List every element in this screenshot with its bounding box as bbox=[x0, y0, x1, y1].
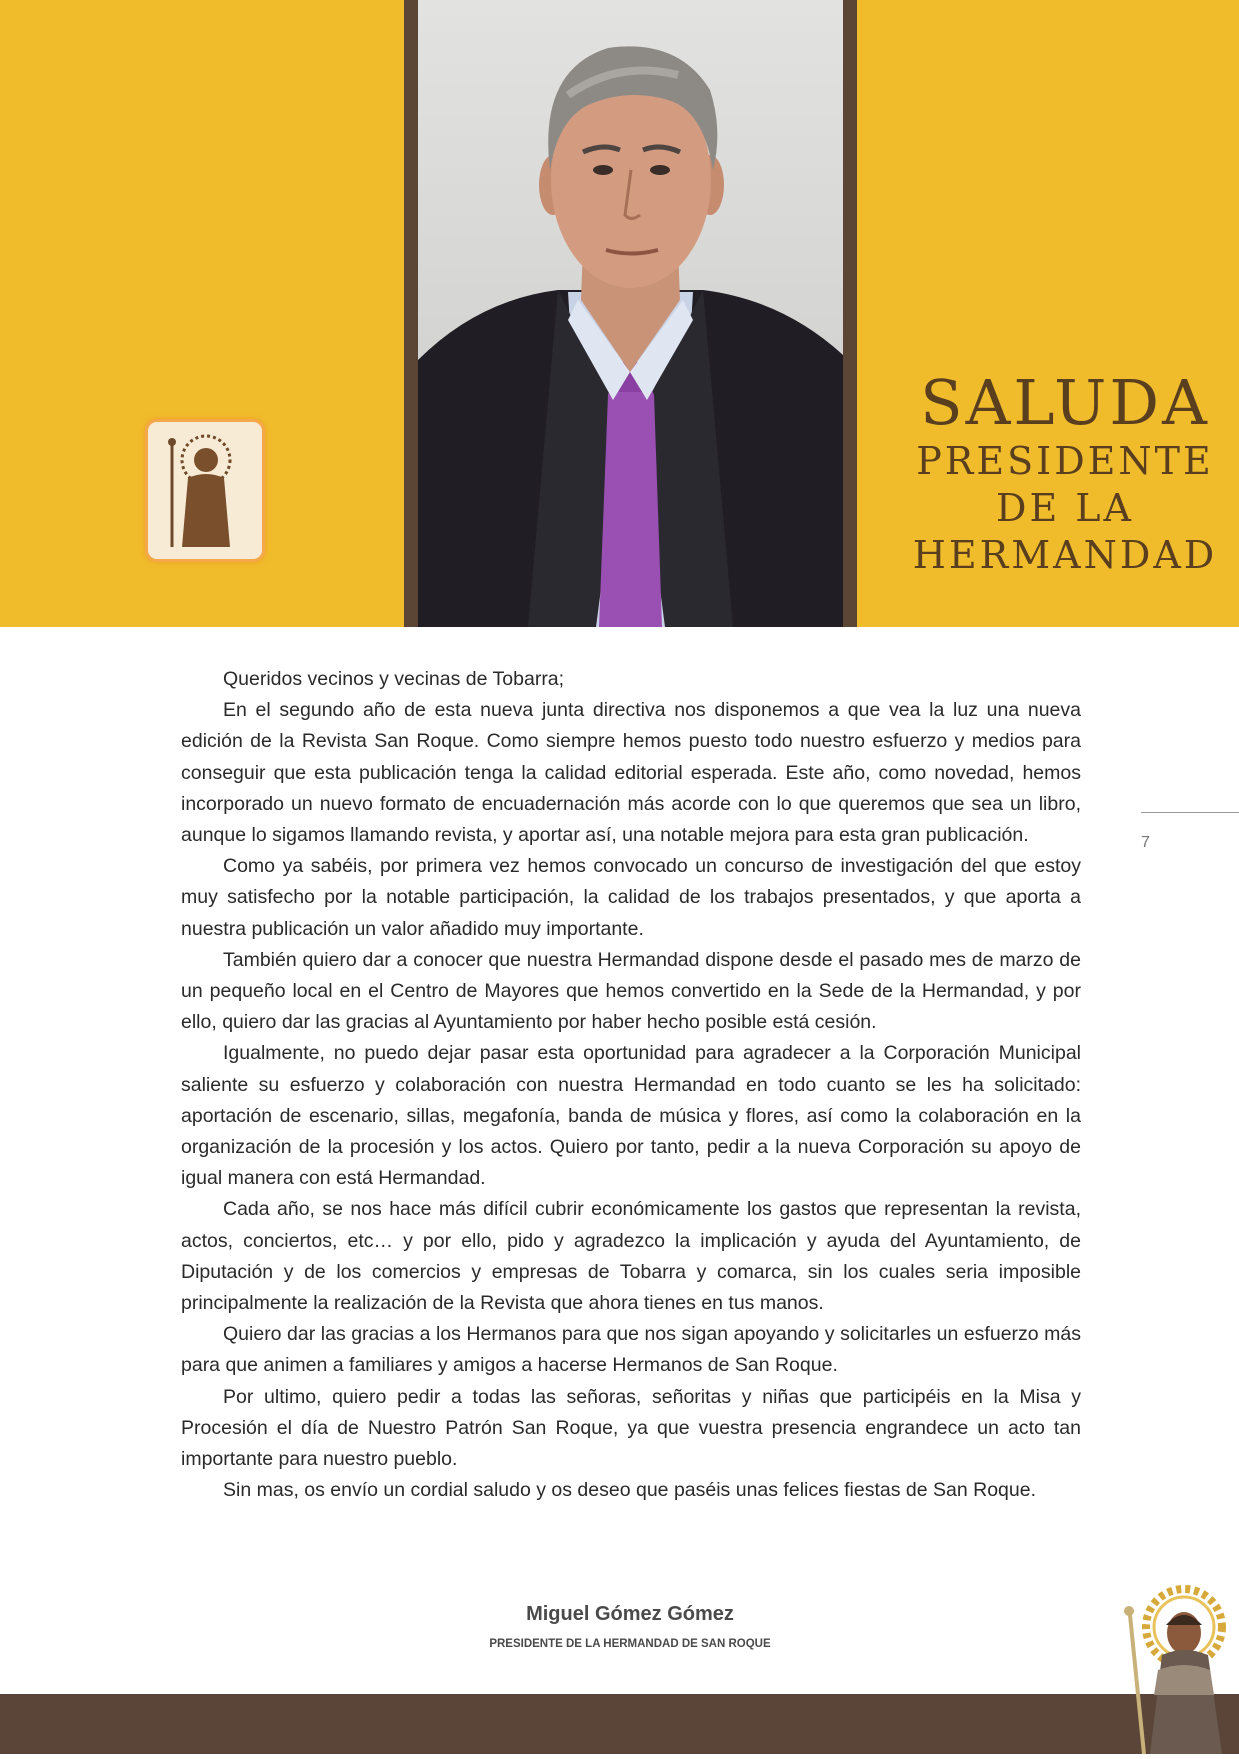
subtitle-line-2: DE LA bbox=[996, 486, 1134, 530]
letter-paragraph: Quiero dar las gracias a los Hermanos para que nos sigan apoyando y solicitarles un esfuerzo más para que animen a familiares y amigos a hacerse Hermanos de San Roque. bbox=[181, 1323, 1081, 1377]
signature-role: PRESIDENTE DE LA HERMANDAD DE SAN ROQUE bbox=[489, 1638, 771, 1650]
letter-paragraph: Cada año, se nos hace más difícil cubrir económicamente los gastos que representan la revista, actos, conciertos, etc… y por ello, pido y agradezco la implicación y ayuda del Ayuntamiento, de Diputación y de los comercios y empresas de Tobarra y comarca, sin los cuales seria imposible principalmente la realización de la Revista que ahora tienes en tus manos. bbox=[181, 1198, 1081, 1315]
letter-paragraph: También quiero dar a conocer que nuestra Hermandad dispone desde el pasado mes de marzo de un pequeño local en el Centro de Mayores que hemos convertido en la Sede de la Hermandad, y por ello, quiero dar las gracias al Ayuntamiento por haber hecho posible está cesión. bbox=[181, 948, 1081, 1034]
subtitle-line-3: HERMANDAD bbox=[912, 533, 1218, 577]
title-block bbox=[900, 368, 1230, 579]
san-roque-emblem-icon bbox=[145, 419, 265, 562]
page-number: 7 bbox=[1141, 834, 1150, 851]
letter-paragraph: En el segundo año de esta nueva junta directiva nos disponemos a que vea la luz una nueva edición de la Revista San Roque. Como siempre hemos puesto todo nuestro esfuerzo y medios para conseguir que esta publicación tenga la calidad editorial esperada. Este año, como novedad, hemos incorporado un nuevo formato de encuadernación más acorde con lo que queremos que sea un libro, aunque lo sigamos llamando revista, y aportar así, una notable mejora para esta gran publicación. bbox=[181, 699, 1081, 847]
page-title: SALUDA bbox=[920, 366, 1210, 439]
letter-paragraph: Como ya sabéis, por primera vez hemos convocado un concurso de investigación del que estoy muy satisfecho por la notable participación, la calidad de los trabajos presentados, y que aporta a nuestra publicación un valor añadido muy importante. bbox=[181, 855, 1081, 940]
letter-paragraph: Igualmente, no puedo dejar pasar esta oportunidad para agradecer a la Corporación Municipal saliente su esfuerzo y colaboración con nuestra Hermandad en todo cuanto se les ha solicitado: aportación de escenario, sillas, megafonía, banda de música y flores, así como la colaboración en la organización de la procesión y los actos. Quiero por tanto, pedir a la nueva Corporación su apoyo de igual manera con está Hermandad. bbox=[181, 1042, 1081, 1190]
signature-name: Miguel Gómez Gómez bbox=[526, 1603, 734, 1625]
letter-greeting: Queridos vecinos y vecinas de Tobarra; bbox=[223, 668, 565, 690]
footer-band bbox=[0, 1694, 1239, 1754]
san-roque-statue-icon bbox=[1110, 1555, 1239, 1754]
letter-body bbox=[181, 664, 1081, 1506]
subtitle-line-1: PRESIDENTE bbox=[916, 439, 1214, 483]
page-number-rule bbox=[1141, 812, 1239, 813]
portrait-frame bbox=[404, 0, 857, 627]
portrait-photo bbox=[418, 0, 843, 627]
letter-paragraph: Por ultimo, quiero pedir a todas las señoras, señoritas y niñas que participéis en la Misa y Procesión el día de Nuestro Patrón San Roque, ya que vuestra presencia engrandece un acto tan importante para nuestro pueblo. bbox=[181, 1385, 1081, 1471]
letter-closing: Sin mas, os envío un cordial saludo y os deseo que paséis unas felices fiestas de San Roque. bbox=[223, 1479, 1036, 1502]
